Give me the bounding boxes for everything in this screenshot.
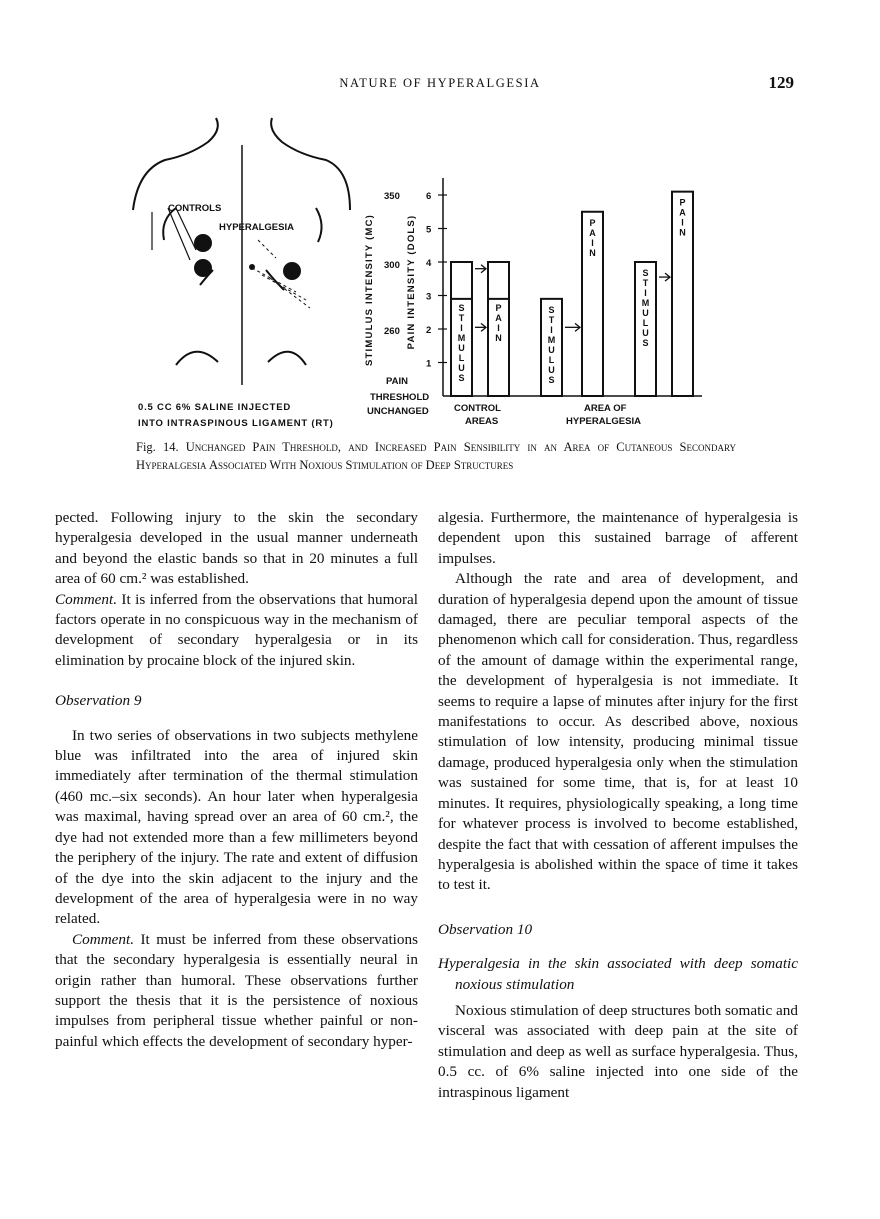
comment-text: It must be inferred from these observations that the secondary hyperalgesia is essentially neural in origin rather than humoral. These observations further support the thesis that it is the persistence of noxious impulses from peripheral tissue whether painful or non-painful which effects the development of secondary hyper-	[55, 930, 418, 1050]
bar-label-letter: P	[495, 302, 502, 313]
bar-label-letter: M	[641, 298, 650, 308]
pain-tick-label: 6	[426, 191, 432, 202]
control-spot-upper	[194, 234, 212, 252]
injection-point	[249, 264, 255, 270]
bar-label-letter: T	[642, 278, 649, 288]
left-hip	[176, 352, 218, 365]
bar-label-letter: T	[458, 312, 465, 323]
right-shoulder-blade	[316, 208, 322, 242]
right-hip	[268, 352, 306, 365]
page-number: 129	[768, 73, 794, 92]
bar-label-letter: M	[457, 332, 466, 343]
bar-label-letter: A	[679, 207, 686, 218]
figure-14	[0, 100, 880, 435]
comment-paragraph	[55, 590, 418, 672]
bar-label-letter: U	[642, 308, 649, 318]
paragraph: pected. Following injury to the skin the secondary hyperalgesia developed in the usual manner underneath and beyond the elastic bands so that in 20 minutes a full area of 60 cm.² was established.	[55, 509, 418, 588]
pain-tick-label: 3	[426, 291, 432, 303]
bar-label-letter: I	[591, 237, 594, 248]
bar-label-letter: M	[547, 334, 556, 345]
paragraph: In two series of observations in two subjects methylene blue was infiltrated into the area of injured skin immediately after termination of the thermal stimulation (460 mc.–six seconds). An hour later when hyperalgesia was maximal, having spread over an area of 60 cm.², the dye had not extended more than a few millimeters beyond the periphery of the injury. The rate and extent of diffusion of the dye into the skin adjacent to the injury and the development of the area of hyperalgesia were in no way related.	[55, 726, 418, 928]
group-label-hyper-2: HYPERALGESIA	[566, 416, 641, 427]
bar-label-letter: U	[642, 328, 649, 338]
threshold-label-threshold: THRESHOLD	[370, 392, 430, 403]
hyperalgesia-spot	[283, 262, 301, 280]
bar-label-letter: L	[548, 354, 555, 365]
injection-note-line1: 0.5 CC 6% SALINE INJECTED	[138, 402, 292, 413]
stimulus-tick-350: 350	[384, 191, 400, 202]
bar-label-letter: A	[589, 227, 596, 238]
pain-tick-label: 4	[426, 258, 432, 269]
pain-tick-label: 1	[426, 358, 432, 370]
bar-label-letter: I	[460, 322, 463, 333]
bar-label-letter: S	[458, 372, 465, 383]
paragraph: Noxious stimulation of deep structures both somatic and visceral was associated with deep pain at the site of stimulation and deep as well as surface hyperalgesia. Thus, 0.5 cc. of 6% saline injected into one side of the intraspinous ligament	[438, 1001, 798, 1101]
stimulus-axis-label: STIMULUS INTENSITY (MC)	[364, 214, 375, 366]
bar-label-letter: I	[550, 324, 553, 335]
group-label-control-1: CONTROL	[454, 403, 501, 414]
bar-label-letter: P	[679, 197, 686, 208]
paragraph: algesia. Furthermore, the maintenance of hyperalgesia is dependent upon this sustained barrage of afferent impulses.	[438, 509, 798, 567]
bar-label-letter: L	[458, 352, 465, 363]
pain-tick-label: 5	[426, 224, 432, 236]
pain-axis-label: PAIN INTENSITY (DOLS)	[406, 214, 417, 350]
bar-label-letter: U	[548, 364, 555, 375]
figure-svg	[0, 100, 880, 435]
back-diagram	[133, 118, 350, 385]
right-column	[438, 508, 798, 1103]
bar-label-letter: I	[497, 322, 500, 333]
bar-label-letter: S	[548, 374, 555, 385]
bar-label-letter: U	[458, 342, 465, 353]
bar-label-letter: S	[642, 268, 649, 278]
comment-label: Comment.	[72, 930, 135, 948]
injection-note-line2: INTO INTRASPINOUS LIGAMENT (RT)	[138, 418, 334, 429]
observation-9-title: Observation 9	[55, 692, 142, 710]
bar-label-letter: T	[548, 314, 555, 325]
caption-number: Fig. 14.	[136, 440, 179, 454]
bars	[451, 192, 693, 396]
page-header	[0, 73, 880, 100]
bar-label-letter: U	[458, 362, 465, 373]
bar-label-letter: N	[589, 247, 596, 258]
bar-label-letter: S	[642, 338, 649, 348]
bar-label-letter: N	[679, 227, 686, 238]
left-column	[55, 508, 418, 1052]
comment-label: Comment.	[55, 590, 118, 608]
caption-text: Unchanged Pain Threshold, and Increased Pain Sensibility in an Area of Cutaneous Secondary Hyperalgesia Associated With Noxious Stimulation of Deep Structures	[136, 440, 736, 472]
bar-label-letter: S	[548, 304, 555, 315]
threshold-label-pain: PAIN	[386, 376, 408, 387]
comment-paragraph	[55, 930, 418, 1052]
group-label-control-2: AREAS	[465, 416, 499, 427]
section-subtitle: Hyperalgesia in the skin associated with deep somatic noxious stimulation	[438, 955, 798, 993]
left-shoulder-outline	[133, 118, 218, 210]
hyperalgesia-label: HYPERALGESIA	[219, 222, 294, 233]
chart	[364, 178, 702, 427]
bar-label-letter: N	[495, 332, 502, 343]
control-spot-lower	[194, 259, 212, 277]
paragraph: Although the rate and area of development, and duration of hyperalgesia depend upon the amount of tissue damaged, there are peculiar temporal aspects of the phenomenon which call for consideration. Thus, regardless of the amount of damage within the experimental range, the development of hyperalgesia is not immediate. It seems to require a lapse of minutes after injury for the first manifestations to occur. As described above, noxious stimulation of low intensity, producing minimal tissue damage, produced hyperalgesia only when the stimulation was sustained for some time, that is, for at least 10 minutes. It requires, physiologically speaking, a long time for whatever process is involved to become established, despite the fact that with cessation of afferent impulses the hyperalgesia is abolished within the space of time it takes to test it.	[438, 570, 798, 894]
bar-label-letter: U	[548, 344, 555, 355]
comment-text: It is inferred from the observations that humoral factors operate in no conspicuous way in the mechanism of development of secondary hyperalgesia or in its elimination by procaine block of the injured skin.	[55, 590, 418, 669]
figure-caption	[136, 438, 736, 474]
pain-tick-label: 2	[426, 325, 432, 336]
bar-label-letter: I	[681, 217, 684, 228]
group-label-hyper-1: AREA OF	[584, 403, 627, 414]
stimulus-tick-260: 260	[384, 326, 400, 337]
bar-label-letter: S	[458, 302, 465, 313]
bar-label-letter: I	[644, 288, 647, 298]
right-shoulder-outline	[271, 118, 350, 210]
bar-label-letter: A	[495, 312, 502, 323]
observation-10-title: Observation 10	[438, 920, 533, 938]
bar-label-letter: L	[642, 318, 649, 328]
controls-label: CONTROLS	[168, 203, 222, 214]
stimulus-tick-300: 300	[384, 260, 400, 271]
bar-label-letter: P	[589, 217, 596, 228]
threshold-label-unchanged: UNCHANGED	[367, 406, 429, 417]
running-title: NATURE OF HYPERALGESIA	[339, 76, 541, 90]
